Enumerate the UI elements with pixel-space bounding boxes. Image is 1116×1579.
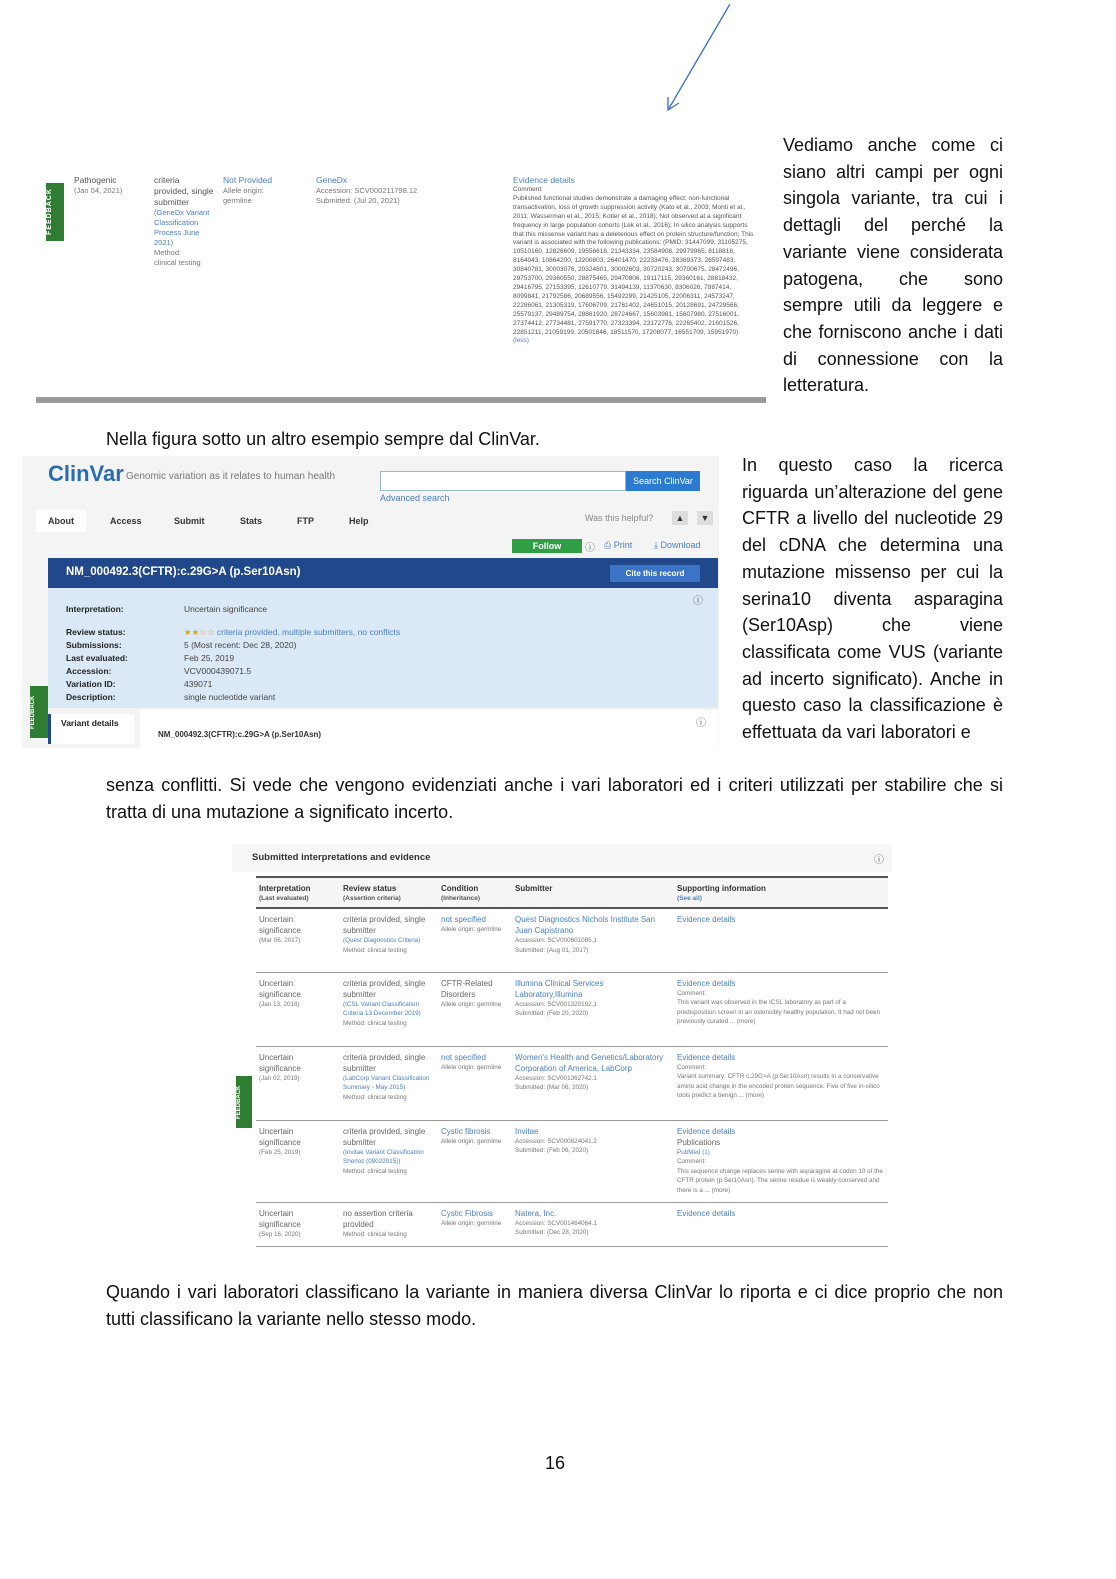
header-review-status[interactable]: Review status (Assertion criteria) (340, 877, 438, 908)
table-row (256, 972, 888, 1046)
cell-interpretation: Uncertain significance (Jan 02, 2019) (256, 1046, 340, 1120)
table-row (256, 1046, 888, 1120)
less-link[interactable]: (less) (513, 337, 529, 345)
condition-link[interactable]: not specified (441, 1052, 486, 1062)
condition-link[interactable]: Cystic Fibrosis (441, 1208, 494, 1218)
criteria-link[interactable]: (ICSL Variant Classification Criteria 13 December 2019) (343, 1000, 421, 1017)
interpretations-table (256, 876, 888, 1247)
help-icon[interactable]: ⓘ (874, 855, 884, 866)
method-value: clinical testing (154, 258, 201, 267)
section-header (232, 844, 892, 872)
cell-submitter: Quest Diagnostics Nichols Institute San Juan Capistrano Accession: SCV000601085.1 Submitted: (Aug 01, 2017) (512, 908, 674, 972)
evidence-details-link[interactable]: Evidence details (677, 915, 736, 924)
submitter-link[interactable]: Women's Health and Genetics/Laboratory Corporation of America, LabCorp (515, 1052, 664, 1073)
cell-submitter: Illumina Clinical Services Laboratory,Illumina Accession: SCV001320192.1 Submitted: (Feb 20, 2020) (512, 972, 674, 1046)
submitter-link[interactable]: Invitae (515, 1126, 539, 1136)
page-number: 16 (544, 1453, 566, 1473)
print-label: Print (613, 540, 633, 550)
row-value: Uncertain significance (184, 604, 268, 614)
cell-interpretation: Uncertain significance (Jan 13, 2018) (256, 972, 340, 1046)
evidence-details-link[interactable]: Evidence details (513, 175, 575, 185)
criteria-link[interactable]: (Quest Diagnostics Criteria) (343, 937, 421, 944)
paragraph-right-1: Vediamo anche come ci siano altri campi per ogni singola variante, tra cui i dettagli del perché la variante viene considerata patogena, che sono sempre utili da leggere e che forniscono anche i dati di connessione con la letteratura. (783, 135, 1003, 396)
header-condition[interactable]: Condition (Inheritance) (438, 877, 512, 908)
review-status: criteria provided, single submitter (154, 175, 214, 207)
row-key: Review status: (66, 627, 126, 637)
figure-caption: Nella figura sotto un altro esempio sempre dal ClinVar. (106, 429, 540, 449)
search-input[interactable] (380, 471, 626, 491)
download-link[interactable] (654, 540, 701, 551)
evidence-details-link[interactable]: Evidence details (677, 978, 736, 988)
thumbs-down-icon[interactable]: ▼ (697, 511, 713, 525)
review-criteria-link[interactable]: (GeneDx Variant Classification Process June 2021) (154, 208, 210, 247)
help-icon[interactable]: ⓘ (585, 543, 595, 554)
cell-condition: CFTR-Related Disorders Allele origin: germline (438, 972, 512, 1046)
screenshot-submitted-interpretations (232, 844, 892, 1250)
cell-condition: Cystic Fibrosis Allele origin: germline (438, 1202, 512, 1246)
review-status-cell (154, 175, 216, 268)
star-rating-icon: ★★☆☆ (184, 627, 215, 637)
table-row (256, 1120, 888, 1202)
screenshot-clinvar-record (22, 456, 719, 748)
variant-details-tab[interactable]: Variant details (48, 714, 134, 744)
table-header-row (256, 877, 888, 908)
header-submitter[interactable]: Submitter (512, 877, 674, 908)
evidence-cell (513, 175, 758, 346)
clinvar-header (22, 456, 719, 506)
nav-submit[interactable]: Submit (174, 516, 205, 526)
row-key: Interpretation: (66, 604, 124, 614)
interpretation-value: Pathogenic (74, 175, 117, 185)
row-key: Description: (66, 692, 116, 702)
cell-submitter: Women's Health and Genetics/Laboratory Corporation of America, LabCorp Accession: SCV001362742.1 Submitted: (Mar 06, 2020) (512, 1046, 674, 1120)
follow-button[interactable]: Follow (512, 539, 582, 553)
condition-cell (223, 175, 308, 206)
feedback-tab[interactable]: FEEDBACK (30, 686, 48, 738)
review-status-link[interactable]: criteria provided, multiple submitters, no conflicts (216, 627, 401, 637)
feedback-tab[interactable]: FEEDBACK (236, 1076, 252, 1128)
row-key: Submissions: (66, 640, 122, 650)
arrow-annotation (660, 0, 740, 120)
condition-link[interactable]: Cystic fibrosis (441, 1126, 491, 1136)
cell-review: criteria provided, single submitter (LabCorp Variant Classification Summary - May 2015) Method: clinical testing (340, 1046, 438, 1120)
clinvar-tagline: Genomic variation as it relates to human health (126, 471, 335, 482)
nav-ftp[interactable]: FTP (297, 516, 314, 526)
thumbs-up-icon[interactable]: ▲ (672, 511, 688, 525)
cell-submitter: Natera, Inc. Accession: SCV001464064.1 Submitted: (Dec 28, 2020) (512, 1202, 674, 1246)
submitter-link[interactable]: Quest Diagnostics Nichols Institute San Juan Capistrano (515, 915, 656, 935)
section-title: Submitted interpretations and evidence (252, 852, 431, 863)
screenshot-pathogenic-variant (36, 165, 766, 403)
header-interpretation[interactable]: Interpretation (Last evaluated) (256, 877, 340, 908)
nav-help[interactable]: Help (349, 516, 369, 526)
row-value: Feb 25, 2019 (184, 653, 235, 663)
cell-condition: Cystic fibrosis Allele origin: germline (438, 1120, 512, 1202)
method-label: Method: (154, 248, 182, 257)
record-title-bar (48, 558, 718, 588)
cell-review: criteria provided, single submitter (Quest Diagnostics Criteria) Method: clinical testing (340, 908, 438, 972)
helpful-label: Was this helpful? (585, 513, 654, 523)
cite-record-button[interactable]: Cite this record (610, 565, 700, 582)
pubmed-link[interactable]: PubMed (1) (677, 1148, 710, 1156)
cell-supporting: Evidence details Publications PubMed (1) Comment: This sequence change replaces serine with asparagine at codon 10 of the CFTR protein (p.Ser10Asn). The serine residue is weakly conserved and there is a ... (more) (674, 1120, 888, 1202)
cell-review: criteria provided, single submitter (Invitae Variant Classification Sherloc (09022015)) Method: clinical testing (340, 1120, 438, 1202)
interpretation-cell (74, 175, 144, 196)
row-value: 5 (Most recent: Dec 28, 2020) (184, 640, 297, 650)
row-value: 439071 (184, 679, 213, 689)
help-icon[interactable]: ⓘ (693, 596, 703, 607)
clinvar-logo[interactable]: ClinVar (48, 461, 124, 486)
condition-text: CFTR-Related Disorders (441, 978, 493, 999)
download-label: Download (660, 540, 701, 550)
cell-interpretation: Uncertain significance (Feb 25, 2019) (256, 1120, 340, 1202)
row-value: VCV000439071.5 (184, 666, 252, 676)
table-row (256, 1202, 888, 1246)
nav-stats[interactable]: Stats (240, 516, 263, 526)
row-key: Accession: (66, 666, 112, 676)
evidence-details-link[interactable]: Evidence details (677, 1126, 736, 1136)
download-icon: ⤓ (654, 540, 661, 550)
row-key: Last evaluated: (66, 653, 128, 663)
cell-interpretation: Uncertain significance (Mar 06, 2017) (256, 908, 340, 972)
submitter-link[interactable]: Natera, Inc. (515, 1208, 557, 1218)
row-value (184, 627, 584, 638)
publications-label: Publications (677, 1137, 721, 1147)
paragraph-right-2: In questo caso la ricerca riguarda un’alterazione del gene CFTR a livello del nucleotide 29 del cDNA che determina una mutazione missenso per cui la serina10 diventa asparagina (Ser10Asp) che viene classificata come VUS (variante ad incerto significato). Anche in questo caso la classificazione è effettuata da vari laboratori e (742, 455, 1003, 743)
cell-review: criteria provided, single submitter (ICSL Variant Classification Criteria 13 December 2019) Method: clinical testing (340, 972, 438, 1046)
variant-details-panel (140, 710, 718, 748)
allele-origin-value: germline (223, 196, 252, 205)
evidence-details-link[interactable]: Evidence details (677, 1052, 736, 1062)
criteria-link[interactable]: (LabCorp Variant Classification Summary - May 2015) (343, 1074, 430, 1091)
submitted-date: Submitted: (Jul 20, 2021) (316, 196, 400, 205)
cell-condition: not specified Allele origin: germline (438, 1046, 512, 1120)
cell-supporting (674, 908, 888, 972)
cell-interpretation: Uncertain significance (Sep 16, 2020) (256, 1202, 340, 1246)
variant-details-name: NM_000492.3(CFTR):c.29G>A (p.Ser10Asn) (158, 730, 322, 739)
condition-link[interactable]: not specified (441, 915, 486, 924)
see-all-link[interactable]: (See all) (677, 895, 702, 902)
nav-access[interactable]: Access (110, 516, 142, 526)
header-supporting-info[interactable]: Supporting information (See all) (674, 877, 888, 908)
cell-review: no assertion criteria provided Method: clinical testing (340, 1202, 438, 1246)
interpretation-date: (Jan 04, 2021) (74, 186, 123, 195)
feedback-tab[interactable]: FEEDBACK (46, 183, 64, 241)
row-key: Variation ID: (66, 679, 116, 689)
allele-origin-label: Allele origin: (223, 186, 264, 195)
accession: Accession: SCV000211798.12 (316, 186, 418, 195)
print-icon: ⎙ (604, 540, 614, 550)
evidence-details-link[interactable]: Evidence details (677, 1208, 736, 1218)
search-button[interactable]: Search ClinVar (626, 471, 700, 491)
print-link[interactable] (604, 540, 632, 551)
cell-supporting: Evidence details Comment: This variant was observed in the ICSL laboratory as part of a predisposition screen in an ostensibly healthy population. It had not been previously curated ... (more) (674, 972, 888, 1046)
cell-condition: not specified Allele origin: germline (438, 908, 512, 972)
submitter-cell (316, 175, 466, 206)
cell-supporting: Evidence details Comment: Variant summary: CFTR c.29G>A (p.Ser10Asn) results in a conservative amino acid change in the encoded protein sequence. Five of five in-silico tools predict a benign ... (more) (674, 1046, 888, 1120)
paragraph-full-2: Quando i vari laboratori classificano la variante in maniera diversa ClinVar lo riporta e ci dice proprio che non tutti classificano la variante nello stesso modo. (106, 1282, 1003, 1329)
comment-text: Published functional studies demonstrate a damaging effect: non-functional transactivation, loss of growth suppression activity (Kato et al., 2003; Monti et al., 2011; Wasserman et al., 2015; Kotler et al., 2018); Not observed at a significant frequency in large population cohorts (Lek et al., 2016); In silico analysis supports that this missense variant has a deleterious effect on protein structure/function; This variant is associated with the following publications: (PMID: 31447099, 31105275, 10510160, 12826609, 19556618, 21343334, 23584908, 29979965, 8118818, 8164043, 10864200, 12200803, 26401470, 22233476, 28369373, 26597483, 30840781, 30003076, 20324801, 30002603, 30720243, 30700675, 28472496, 29753700, 29360550, 28875465, 29470806, 19117115, 29360161, 28818432, 29416795, 27153395, 12610779, 31494139, 11370630, 8306026, 7887414, 8099841, 21792586, 20689556, 15492299, 21425105, 22006311, 24573247, 22286061, 21305319, 17606709, 21761402, 24651015, 20128691, 24729566, 25579137, 29489754, 28861920, 28724667, 15603981, 15607980, 27516001, 27374412, 27734481, 27591770, 27323394, 23172776, 22265402, 21601526, 22851211, 21059199, 20501846, 18511570, 17208077, 16551709, 15951970) (513, 194, 754, 336)
nav-about[interactable]: About (36, 510, 86, 532)
record-summary (48, 588, 718, 708)
criteria-link[interactable]: (Invitae Variant Classification Sherloc (09022015)) (343, 1148, 424, 1165)
paragraph-full-1: senza conflitti. Si vede che vengono evidenziati anche i vari laboratori ed i criteri utilizzati per stabilire che si tratta di una mutazione a significato incerto. (106, 775, 1003, 822)
submitter-link[interactable]: GeneDx (316, 175, 348, 185)
help-icon[interactable]: ⓘ (696, 718, 706, 729)
submitter-link[interactable]: Illumina Clinical Services Laboratory,Illumina (515, 978, 604, 999)
cell-submitter: Invitae Accession: SCV000824041.2 Submitted: (Feb 06, 2020) (512, 1120, 674, 1202)
record-title: NM_000492.3(CFTR):c.29G>A (p.Ser10Asn) (66, 566, 301, 578)
comment-label: Comment: (513, 186, 543, 193)
row-value: single nucleotide variant (184, 692, 276, 702)
condition-link[interactable]: Not Provided (223, 175, 273, 185)
cell-supporting (674, 1202, 888, 1246)
advanced-search-link[interactable]: Advanced search (380, 493, 450, 503)
table-row (256, 908, 888, 972)
